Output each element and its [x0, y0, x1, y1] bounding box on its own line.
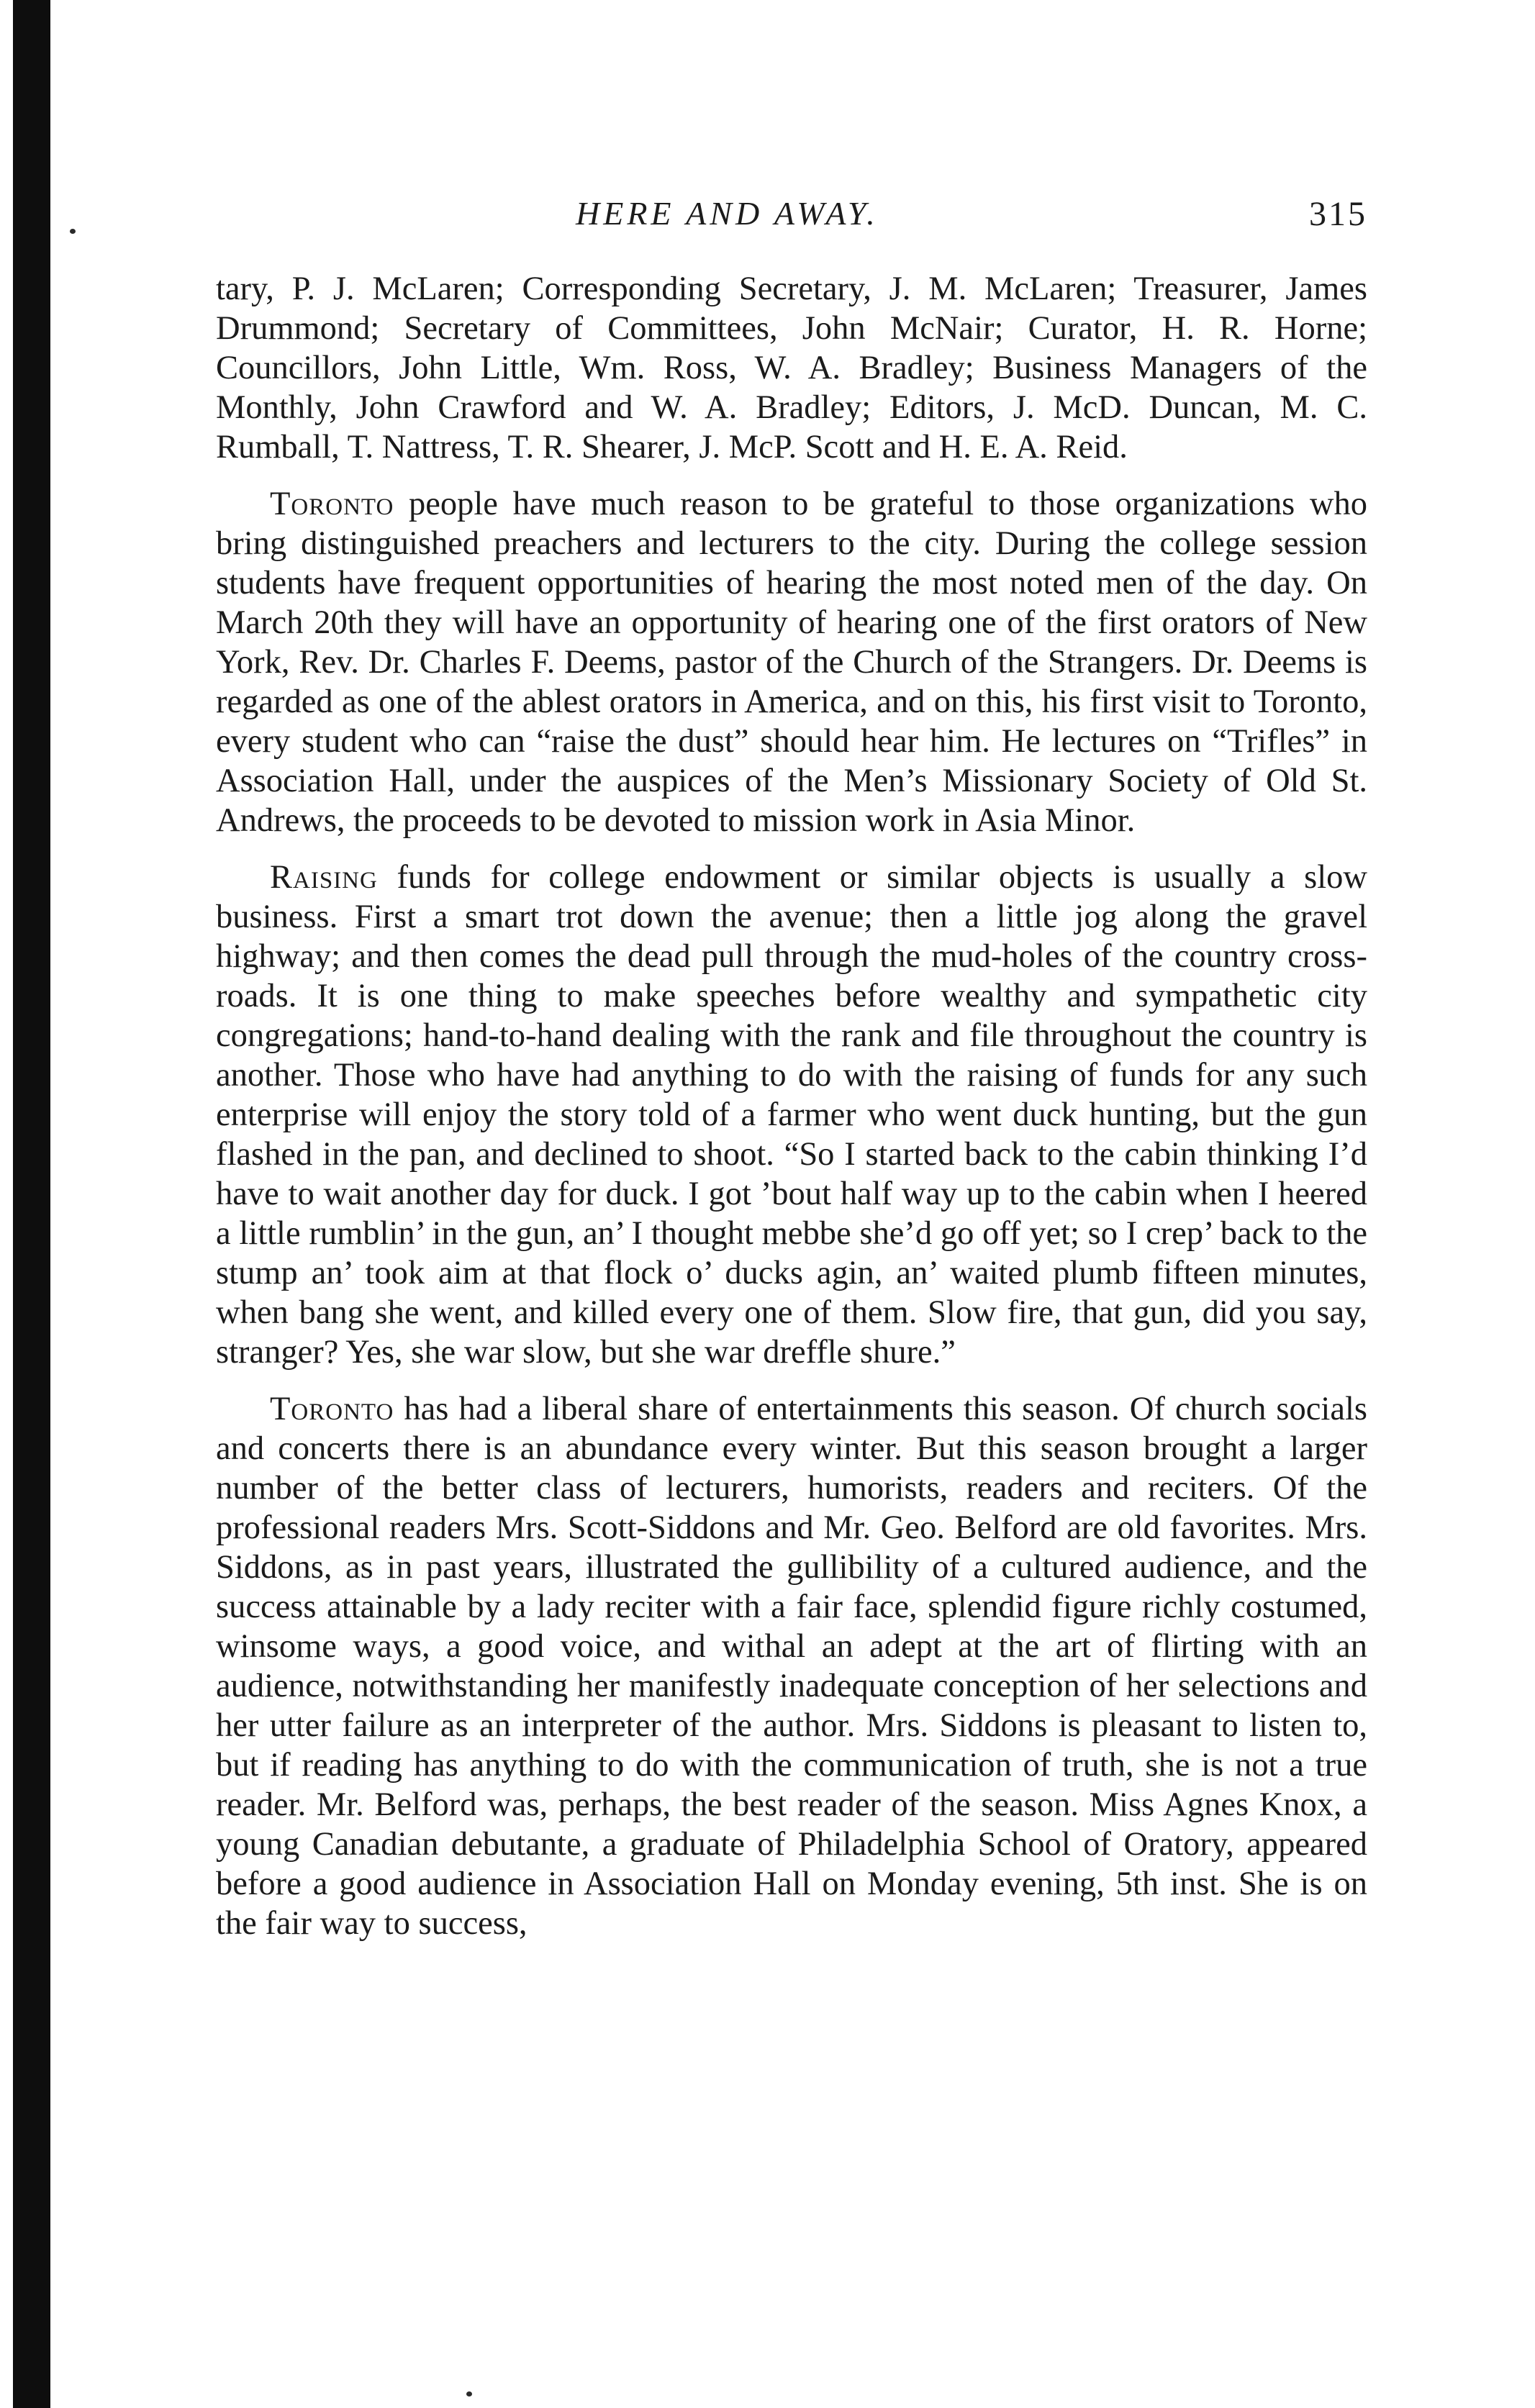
paragraph-text: tary, P. J. McLaren; Corresponding Secretary, J. M. McLaren; Treasurer, James Drummond; Secretary of Committees, John McNair; Curator, H. R. Horne; Councillors, John Little, Wm. Ross, W. A. Bradley; Business Managers of the Monthly, John Crawford and W. A. Bradley; Editors, J. McD. Duncan, M. C. Rumball, T. Nattress, T. R. Shearer, J. McP. Scott and H. E. A. Reid. [216, 271, 1367, 465]
print-speck [70, 229, 76, 234]
paragraph-raising-funds [216, 858, 1367, 1372]
paragraph-deems-lecture [216, 484, 1367, 840]
binding-edge [13, 0, 50, 2408]
running-head [216, 194, 1367, 237]
paragraph-text: has had a liberal share of entertainments this season. Of church socials and concerts there is an abundance every winter. But this season brought a larger number of the better class of lecturers, humorists, readers and reciters. Of the professional readers Mrs. Scott-Siddons and Mr. Geo. Belford are old favorites. Mrs. Siddons, as in past years, illustrated the gullibility of a cultured audience, and the success attainable by a lady reciter with a fair face, splendid figure richly costumed, winsome ways, a good voice, and withal an adept at the art of flirting with an audience, notwithstanding her manifestly inadequate conception of her selections and her utter failure as an interpreter of the author. Mrs. Siddons is pleasant to listen to, but if reading has anything to do with the communication of truth, she is not a true reader. Mr. Belford was, perhaps, the best reader of the season. Miss Agnes Knox, a young Canadian debutante, a graduate of Philadelphia School of Oratory, appeared before a good audience in Association Hall on Monday evening, 5th inst. She is on the fair way to success, [216, 1391, 1367, 1942]
paragraph-text: people have much reason to be grateful to those organizations who bring distinguished preachers and lecturers to the city. During the college session students have frequent opportunities of hearing the most noted men of the day. On March 20th they will have an opportunity of hearing one of the first orators of New York, Rev. Dr. Charles F. Deems, pastor of the Church of the Strangers. Dr. Deems is regarded as one of the ablest orators in America, and on this, his first visit to Toronto, every student who can “raise the dust” should hear him. He lectures on “Trifles” in Association Hall, under the auspices of the Men’s Missionary Society of Old St. Andrews, the proceeds to be devoted to mission work in Asia Minor. [216, 486, 1367, 839]
paragraph-lead-word: Toronto [270, 486, 394, 522]
paragraph-lead-word: Raising [270, 859, 378, 896]
body-text [216, 269, 1367, 1961]
running-title: HERE AND AWAY. [576, 195, 879, 232]
paragraph-lead-word: Toronto [270, 1391, 394, 1427]
paragraph-officers [216, 269, 1367, 467]
paragraph-entertainments [216, 1389, 1367, 1943]
print-speck [466, 2391, 472, 2396]
paragraph-text: funds for college endowment or similar objects is usually a slow business. First a smart trot down the avenue; then a little jog along the gravel highway; and then comes the dead pull through the mud-holes of the country cross-roads. It is one thing to make speeches before wealthy and sympathetic city congregations; hand-to-hand dealing with the rank and file throughout the country is another. Those who have had anything to do with the raising of funds for any such enterprise will enjoy the story told of a farmer who went duck hunting, but the gun flashed in the pan, and declined to shoot. “So I started back to the cabin thinking I’d have to wait another day for duck. I got ’bout half way up to the cabin when I heered a little rumblin’ in the gun, an’ I thought mebbe she’d go off yet; so I crep’ back to the stump an’ took aim at that flock o’ ducks agin, an’ waited plumb fifteen minutes, when bang she went, and killed every one of them. Slow fire, that gun, did you say, stranger? Yes, she war slow, but she war dreffle shure.” [216, 859, 1367, 1371]
page-number: 315 [1309, 195, 1367, 233]
